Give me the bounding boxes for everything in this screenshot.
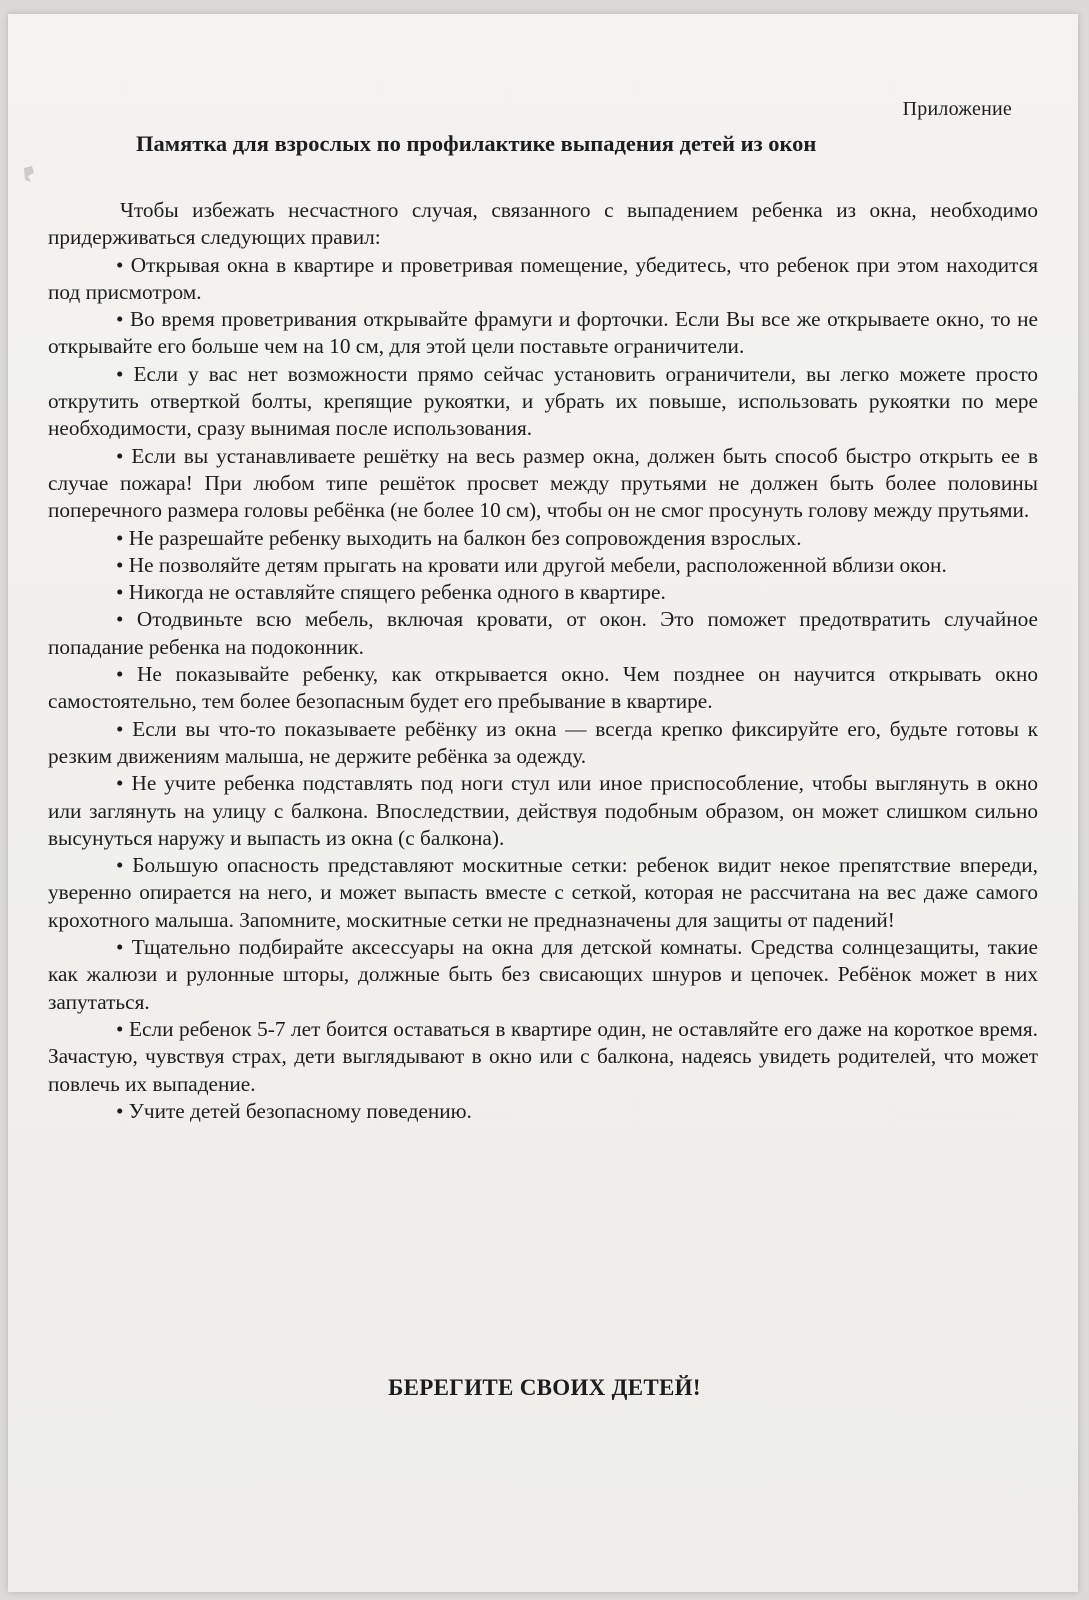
rule-item: • Не учите ребенка подставлять под ноги стул или иное приспособление, чтобы выглянуть в окно или заглянуть на улицу с балкона. Впоследствии, действуя подобным образом, он может слишком сильно высунуться наружу и выпасть из окна (с балкона). xyxy=(48,771,1038,850)
rule-item: • Открывая окна в квартире и проветривая помещение, убедитесь, что ребенок при этом находится под присмотром. xyxy=(48,252,1038,304)
appendix-label: Приложение xyxy=(902,98,1012,120)
rule-item: • Тщательно подбирайте аксессуары на окна для детской комнаты. Средства солнцезащиты, такие как жалюзи и рулонные шторы, должные быть без свисающих шнуров и цепочек. Ребёнок может в них запутаться. xyxy=(48,935,1038,1014)
rule-item: • Если вы что-то показываете ребёнку из окна — всегда крепко фиксируйте его, будьте готовы к резким движениям малыша, не держите ребёнка за одежду. xyxy=(48,716,1038,768)
rule-item: • Если у вас нет возможности прямо сейчас установить ограничители, вы легко можете просто открутить отверткой болты, крепящие рукоятки, и убрать их повыше, использовать рукоятки по мере необходимости, сразу вынимая после использования. xyxy=(48,361,1038,441)
document-sheet xyxy=(8,14,1078,1592)
rule-item: • Отодвиньте всю мебель, включая кровати, от окон. Это поможет предотвратить случайное попадание ребенка на подоконник. xyxy=(48,607,1038,659)
intro-paragraph: Чтобы избежать несчастного случая, связанного с выпадением ребенка из окна, необходимо придерживаться следующих правил: xyxy=(48,198,1038,250)
rule-item: • Если ребенок 5-7 лет боится оставаться в квартире один, не оставляйте его даже на короткое время. Зачастую, чувствуя страх, дети выглядывают в окно или с балкона, надеясь увидеть родителей, что может повлечь их выпадение. xyxy=(48,1016,1038,1096)
paper-smudge-mark xyxy=(22,164,36,184)
rule-item: • Не показывайте ребенку, как открывается окно. Чем позднее он научится открывать окно самостоятельно, тем более безопасным будет его пребывание в квартире. xyxy=(48,662,1038,714)
rule-item: • Учите детей безопасному поведению. xyxy=(116,1098,472,1123)
rule-item: • Не позволяйте детям прыгать на кровати или другой мебели, расположенной вблизи окон. xyxy=(116,552,947,577)
document-title: Памятка для взрослых по профилактике выпадения детей из окон xyxy=(136,131,817,156)
rule-item: • Если вы устанавливаете решётку на весь размер окна, должен быть способ быстро открыть ее в случае пожара! При любом типе решёток просвет между прутьями не должен быть более половины поперечного размера головы ребёнка (не более 10 см), чтобы он не смог просунуть голову между прутьями. xyxy=(48,443,1038,523)
closing-slogan: БЕРЕГИТЕ СВОИХ ДЕТЕЙ! xyxy=(388,1375,701,1400)
document-body xyxy=(48,197,1038,1125)
rule-item: • Не разрешайте ребенку выходить на балкон без сопровождения взрослых. xyxy=(116,525,802,550)
rule-item: • Никогда не оставляйте спящего ребенка одного в квартире. xyxy=(116,580,666,605)
rule-item: • Большую опасность представляют москитные сетки: ребенок видит некое препятствие впереди, уверенно опирается на него, и может выпасть вместе с сеткой, которая не рассчитана на вес даже самого крохотного малыша. Запомните, москитные сетки не предназначены для защиты от падений! xyxy=(48,853,1038,932)
rule-item: • Во время проветривания открывайте фрамуги и форточки. Если Вы все же открываете окно, то не открывайте его больше чем на 10 см, для этой цели поставьте ограничители. xyxy=(48,307,1038,359)
